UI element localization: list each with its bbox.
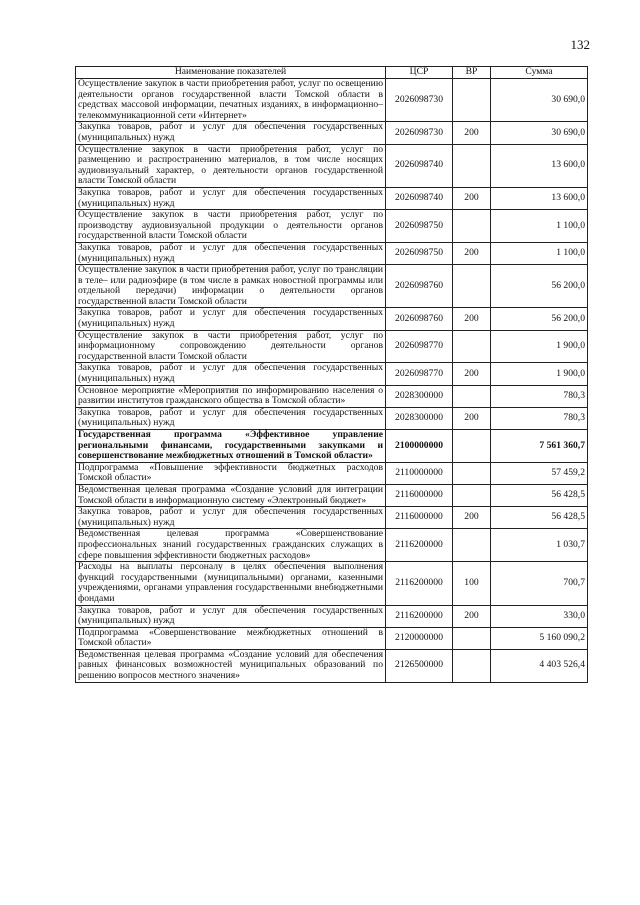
table-row <box>76 529 588 562</box>
row-name-cell: Расходы на выплаты персоналу в целях обеспечения выполнения функций государственными (муниципальными) органами, казенными учреждениями, органами управления государственными внебюджетными фондами <box>76 562 386 605</box>
row-name-cell: Закупка товаров, работ и услуг для обеспечения государственных (муниципальных) нужд <box>76 187 386 209</box>
row-vr-cell: 200 <box>453 122 491 144</box>
row-sum-cell: 330,0 <box>491 605 588 627</box>
table-row <box>76 187 588 209</box>
row-sum-cell: 13 600,0 <box>491 187 588 209</box>
row-sum-cell: 1 100,0 <box>491 242 588 264</box>
row-name-cell: Закупка товаров, работ и услуг для обеспечения государственных (муниципальных) нужд <box>76 507 386 529</box>
table-row <box>76 385 588 407</box>
row-vr-cell <box>453 330 491 363</box>
table-row <box>76 649 588 682</box>
table-row <box>76 122 588 144</box>
row-csr-cell: 2116200000 <box>386 529 453 562</box>
row-sum-cell: 56 200,0 <box>491 308 588 330</box>
row-vr-cell <box>453 265 491 308</box>
table-row <box>76 79 588 122</box>
row-vr-cell <box>453 627 491 649</box>
row-csr-cell: 2126500000 <box>386 649 453 682</box>
row-csr-cell: 2116000000 <box>386 507 453 529</box>
row-csr-cell: 2120000000 <box>386 627 453 649</box>
row-sum-cell: 30 690,0 <box>491 79 588 122</box>
table-row <box>76 484 588 506</box>
row-vr-cell <box>453 385 491 407</box>
row-vr-cell <box>453 430 491 463</box>
table-row <box>76 430 588 463</box>
row-csr-cell: 2026098740 <box>386 187 453 209</box>
row-name-cell: Осуществление закупок в части приобретения работ, услуг по трансляции в теле– или радиоэфире (в том числе в рамках новостной программы или отдельной передачи) информации о деятельности органов государственной власти Томской области <box>76 265 386 308</box>
row-name-cell: Государственная программа «Эффективное управление региональными финансами, государственными закупками и совершенствование межбюджетных отношений в Томской области» <box>76 430 386 463</box>
row-name-cell: Осуществление закупок в части приобретения работ, услуг по информационному сопровождению деятельности органов государственной власти Томской области <box>76 330 386 363</box>
row-name-cell: Осуществление закупок в части приобретения работ, услуг по размещению и распространению материалов, в том числе носящих аудиовизуальный характер, о деятельности органов государственной власти Томской области <box>76 144 386 187</box>
row-sum-cell: 5 160 090,2 <box>491 627 588 649</box>
budget-table <box>75 66 588 683</box>
header-name: Наименование показателей <box>76 67 386 79</box>
header-csr: ЦСР <box>386 67 453 79</box>
row-vr-cell: 200 <box>453 242 491 264</box>
row-name-cell: Ведомственная целевая программа «Совершенствование профессиональных знаний государственных гражданских служащих в сфере повышения эффективности бюджетных расходов» <box>76 529 386 562</box>
row-name-cell: Ведомственная целевая программа «Создание условий для обеспечения равных финансовых возможностей муниципальных образований по решению вопросов местного значения» <box>76 649 386 682</box>
row-name-cell: Закупка товаров, работ и услуг для обеспечения государственных (муниципальных) нужд <box>76 363 386 385</box>
row-name-cell: Закупка товаров, работ и услуг для обеспечения государственных (муниципальных) нужд <box>76 308 386 330</box>
row-name-cell: Подпрограмма «Повышение эффективности бюджетных расходов Томской области» <box>76 462 386 484</box>
row-csr-cell: 2026098730 <box>386 79 453 122</box>
row-vr-cell <box>453 79 491 122</box>
row-name-cell: Основное мероприятие «Мероприятия по информированию населения о развитии институтов гражданского общества в Томской области» <box>76 385 386 407</box>
table-body <box>76 79 588 683</box>
table-row <box>76 407 588 429</box>
row-sum-cell: 1 100,0 <box>491 210 588 243</box>
row-csr-cell: 2116200000 <box>386 605 453 627</box>
row-sum-cell: 56 428,5 <box>491 507 588 529</box>
row-csr-cell: 2100000000 <box>386 430 453 463</box>
row-vr-cell <box>453 484 491 506</box>
row-csr-cell: 2026098730 <box>386 122 453 144</box>
row-sum-cell: 780,3 <box>491 385 588 407</box>
row-sum-cell: 700,7 <box>491 562 588 605</box>
row-name-cell: Осуществление закупок в части приобретения работ, услуг по производству аудиовизуальной продукции о деятельности органов государственной власти Томской области <box>76 210 386 243</box>
table-row <box>76 144 588 187</box>
table-row <box>76 627 588 649</box>
row-sum-cell: 30 690,0 <box>491 122 588 144</box>
row-sum-cell: 56 428,5 <box>491 484 588 506</box>
row-csr-cell: 2026098760 <box>386 265 453 308</box>
header-vr: ВР <box>453 67 491 79</box>
row-name-cell: Подпрограмма «Совершенствование межбюджетных отношений в Томской области» <box>76 627 386 649</box>
row-vr-cell: 200 <box>453 605 491 627</box>
row-name-cell: Закупка товаров, работ и услуг для обеспечения государственных (муниципальных) нужд <box>76 242 386 264</box>
row-name-cell: Закупка товаров, работ и услуг для обеспечения государственных (муниципальных) нужд <box>76 407 386 429</box>
row-sum-cell: 4 403 526,4 <box>491 649 588 682</box>
row-sum-cell: 1 900,0 <box>491 330 588 363</box>
table-row <box>76 265 588 308</box>
row-sum-cell: 780,3 <box>491 407 588 429</box>
row-sum-cell: 13 600,0 <box>491 144 588 187</box>
row-vr-cell: 200 <box>453 363 491 385</box>
row-csr-cell: 2026098750 <box>386 242 453 264</box>
row-vr-cell: 100 <box>453 562 491 605</box>
table-row <box>76 363 588 385</box>
row-csr-cell: 2028300000 <box>386 407 453 429</box>
row-name-cell: Закупка товаров, работ и услуг для обеспечения государственных (муниципальных) нужд <box>76 122 386 144</box>
row-csr-cell: 2026098770 <box>386 330 453 363</box>
table-row <box>76 507 588 529</box>
row-vr-cell: 200 <box>453 308 491 330</box>
row-csr-cell: 2028300000 <box>386 385 453 407</box>
row-vr-cell <box>453 649 491 682</box>
row-sum-cell: 7 561 360,7 <box>491 430 588 463</box>
row-csr-cell: 2116000000 <box>386 484 453 506</box>
row-csr-cell: 2026098750 <box>386 210 453 243</box>
row-csr-cell: 2116200000 <box>386 562 453 605</box>
page-number: 132 <box>570 37 590 52</box>
row-vr-cell <box>453 144 491 187</box>
row-sum-cell: 1 030,7 <box>491 529 588 562</box>
table-row <box>76 308 588 330</box>
row-vr-cell <box>453 529 491 562</box>
row-csr-cell: 2110000000 <box>386 462 453 484</box>
row-name-cell: Осуществление закупок в части приобретения работ, услуг по освещению деятельности органов государственной власти Томской области в средствах массовой информации, печатных изданиях, в информационно–телекоммуникационной сети «Интернет» <box>76 79 386 122</box>
row-vr-cell <box>453 210 491 243</box>
row-csr-cell: 2026098760 <box>386 308 453 330</box>
row-vr-cell: 200 <box>453 507 491 529</box>
table-row <box>76 210 588 243</box>
header-sum: Сумма <box>491 67 588 79</box>
row-name-cell: Закупка товаров, работ и услуг для обеспечения государственных (муниципальных) нужд <box>76 605 386 627</box>
row-name-cell: Ведомственная целевая программа «Создание условий для интеграции Томской области в информационную систему «Электронный бюджет» <box>76 484 386 506</box>
table-row <box>76 462 588 484</box>
row-vr-cell: 200 <box>453 407 491 429</box>
row-csr-cell: 2026098770 <box>386 363 453 385</box>
table-header-row <box>76 67 588 79</box>
row-vr-cell <box>453 462 491 484</box>
table-row <box>76 330 588 363</box>
row-sum-cell: 56 200,0 <box>491 265 588 308</box>
row-csr-cell: 2026098740 <box>386 144 453 187</box>
row-sum-cell: 1 900,0 <box>491 363 588 385</box>
table-row <box>76 605 588 627</box>
row-vr-cell: 200 <box>453 187 491 209</box>
table-row <box>76 242 588 264</box>
row-sum-cell: 57 459,2 <box>491 462 588 484</box>
table-row <box>76 562 588 605</box>
